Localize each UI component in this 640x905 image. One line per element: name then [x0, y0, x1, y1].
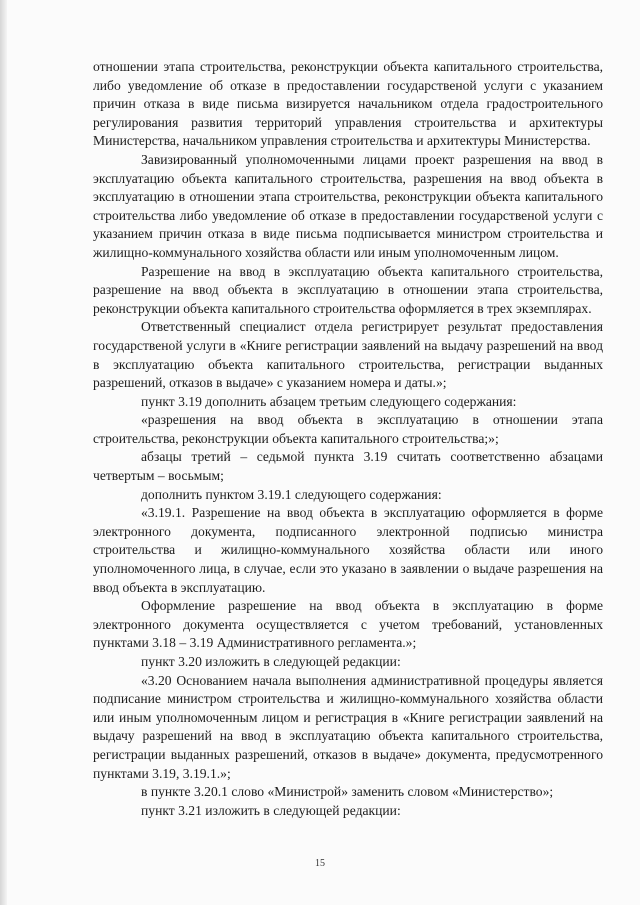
- paragraph-p2: Завизированный уполномоченными лицами проект разрешения на ввод в эксплуатацию объекта капитального строительства, разрешения на ввод объекта в эксплуатацию в отношении этапа строительства, реконструкции объекта капитального строительства либо уведомление об отказе в предоставлении государственой услуги с указанием причин отказа в виде письма подписывается министром строительства и жилищно-коммунального хозяйства области или иным уполномоченным лицом.: [93, 151, 603, 260]
- paragraph-p4: Ответственный специалист отдела регистрирует результат предоставления государственой услуги в «Книге регистрации заявлений на выдачу разрешений на ввод в эксплуатацию объекта капитального строительства, регистрации выданных разрешений, отказов в выдаче» с указанием номера и даты.»;: [93, 319, 603, 391]
- scan-edge-shadow: [0, 0, 7, 905]
- paragraph-p11: пункт 3.20 изложить в следующей редакции:: [141, 654, 401, 669]
- paragraph-p3: Разрешение на ввод в эксплуатацию объекта капитального строительства, разрешение на ввод объекта в эксплуатацию в отношении этапа строительства, реконструкции объекта капитального строительства оформляется в трех экземплярах.: [93, 263, 603, 316]
- paragraph-p10: Оформление разрешение на ввод объекта в эксплуатацию в форме электронного документа осуществляется с учетом требований, установленных пунктами 3.18 – 3.19 Административного регламента.»;: [93, 598, 603, 651]
- paragraph-p7: абзацы третий – седьмой пункта 3.19 считать соответственно абзацами четвертым – восьмым;: [93, 449, 603, 484]
- paragraph-p5: пункт 3.19 дополнить абзацем третьим следующего содержания:: [141, 393, 517, 409]
- paragraph-p12: «3.20 Основанием начала выполнения административной процедуры является подписание министром строительства и жилищно-коммунального хозяйства области или иным уполномоченным лицом и регистрация в «Книге регистрации заявлений на выдачу разрешений на ввод в эксплуатацию объекта капитального строительства, регистрации выданных разрешений, отказов в выдаче» документа, предусмотренного пунктами 3.19, 3.19.1.»;: [93, 672, 603, 781]
- paragraph-p1: отношении этапа строительства, реконструкции объекта капитального строительства, либо уведомление об отказе в предоставлении государственой услуги с указанием причин отказа в виде письма визируется начальником отдела градостроительного регулирования развития территорий управления строительства и архитектуры Министерства, начальником управления строительства и архитектуры Министерства.: [93, 59, 603, 149]
- paragraph-p8: дополнить пунктом 3.19.1 следующего содержания:: [141, 486, 442, 502]
- paragraph-p6: «разрешения на ввод объекта в эксплуатацию в отношении этапа строительства, реконструкции объекта капитального строительства;»;: [93, 412, 603, 446]
- paragraph-p9: «3.19.1. Разрешение на ввод объекта в эксплуатацию оформляется в форме электронного документа, подписанного электронной подписью министра строительства и жилищно-коммунального хозяйства области или иного уполномоченного лица, в случае, если это указано в заявлении о выдаче разрешения на ввод объекта в эксплуатацию.: [93, 505, 603, 595]
- page-number: 15: [315, 858, 325, 869]
- paragraph-p13: в пункте 3.20.1 слово «Министрой» заменить словом «Министерство»;: [141, 784, 554, 800]
- paragraph-p14: пункт 3.21 изложить в следующей редакции:: [141, 802, 401, 818]
- document-body: [93, 58, 603, 820]
